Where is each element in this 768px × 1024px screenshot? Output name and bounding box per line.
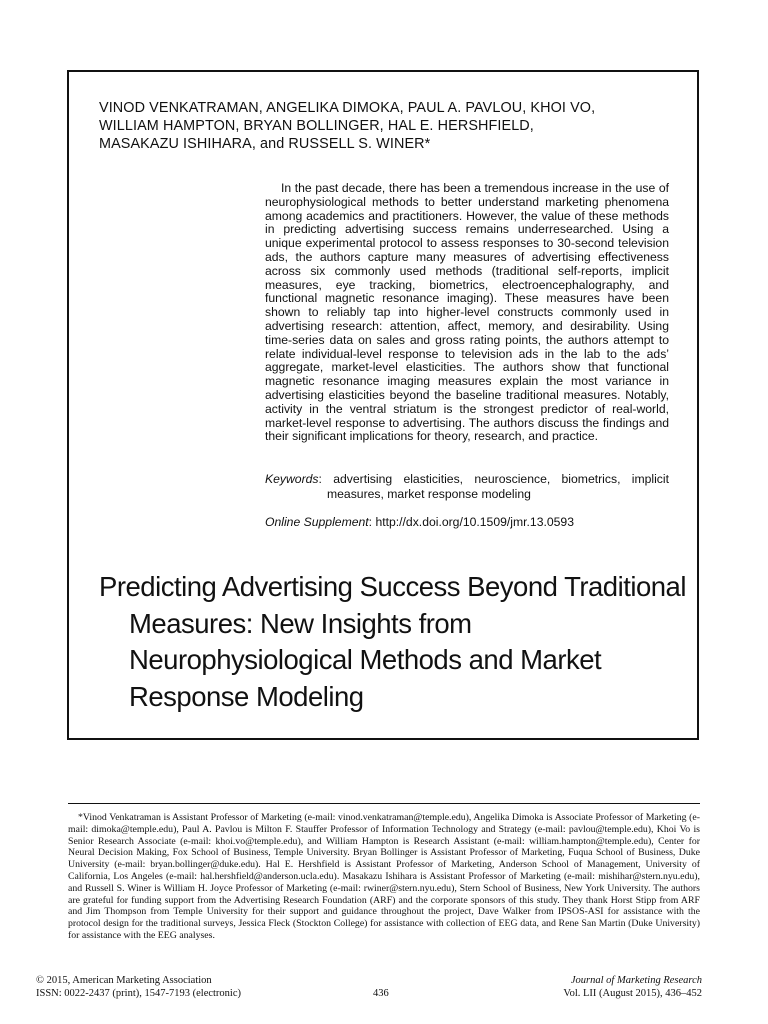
footer-right [563, 974, 702, 1000]
author-line: VINOD VENKATRAMAN, ANGELIKA DIMOKA, PAUL A. PAVLOU, KHOI VO, [99, 100, 596, 116]
copyright: © 2015, American Marketing Association [36, 975, 212, 986]
author-line: MASAKAZU ISHIHARA, and RUSSELL S. WINER* [99, 136, 431, 152]
supplement-link[interactable]: : http://dx.doi.org/10.1509/jmr.13.0593 [368, 515, 574, 529]
online-supplement [265, 515, 669, 529]
journal-name: Journal of Marketing Research [570, 975, 702, 986]
issn: ISSN: 0022-2437 (print), 1547-7193 (electronic) [36, 988, 242, 999]
keywords [265, 472, 669, 502]
author-list [99, 99, 679, 153]
volume-info: Vol. LII (August 2015), 436–452 [563, 988, 702, 999]
keywords-text: : advertising elasticities, neuroscience, biometrics, implicit measures, market response modeling [318, 472, 669, 501]
abstract: In the past decade, there has been a tremendous increase in the use of neurophysiological methods to better understand marketing phenomena among academics and practitioners. However, the value of these methods in predicting advertising success remains underresearched. Using a unique experimental protocol to assess responses to 30-second television ads, the authors capture many measures of advertising effectiveness across six commonly used methods (traditional self-reports, implicit measures, eye tracking, biometrics, electroencephalography, and functional magnetic resonance imaging). These measures have been shown to reliably tap into higher-level constructs commonly used in advertising research: attention, affect, memory, and desirability. Using time-series data on sales and gross rating points, the authors attempt to relate individual-level response to television ads in the lab to the ads’ aggregate, market-level elasticities. The authors show that functional magnetic resonance imaging measures explain the most variance in advertising elasticities beyond the baseline traditional measures. Notably, activity in the ventral striatum is the strongest predictor of real-world, market-level response to advertising. The authors discuss the findings and their significant implications for theory, research, and practice. [265, 181, 669, 444]
keywords-label: Keywords [265, 472, 319, 486]
author-line: WILLIAM HAMPTON, BRYAN BOLLINGER, HAL E. HERSHFIELD, [99, 118, 534, 134]
page-number: 436 [373, 988, 389, 999]
article-title: Predicting Advertising Success Beyond Traditional Measures: New Insights from Neurophysiological Methods and Market Response Modeling [99, 571, 686, 712]
title-block-frame [67, 70, 699, 740]
footer-left [36, 974, 241, 1000]
supplement-label: Online Supplement [265, 515, 369, 529]
author-footnote: *Vinod Venkatraman is Assistant Professor of Marketing (e-mail: vinod.venkatraman@temple.edu), Angelika Dimoka is Associate Professor of Marketing (e-mail: dimoka@temple.edu), Paul A. Pavlou is Milton F. Stauffer Professor of Information Technology and Strategy (e-mail: pavlou@temple.edu), Khoi Vo is Senior Research Associate (e-mail: khoi.vo@temple.edu), and William Hampton is Research Assistant (e-mail: william.hampton@temple.edu), Center for Neural Decision Making, Fox School of Business, Temple University. Bryan Bollinger is Assistant Professor of Marketing, Fuqua School of Business, Duke University (e-mail: bryan.bollinger@duke.edu). Hal E. Hershfield is Assistant Professor of Marketing, Anderson School of Management, University of California, Los Angeles (e-mail: hal.hershfield@anderson.ucla.edu). Masakazu Ishihara is Assistant Professor of Marketing (e-mail: mishihar@stern.nyu.edu), and Russell S. Winer is William H. Joyce Professor of Marketing (e-mail: rwiner@stern.nyu.edu), Stern School of Business, New York University. The authors are grateful for funding support from the Advertising Research Foundation (ARF) and the corporate sponsors of this study. They thank Horst Stipp from ARF and Jim Thompson from Temple University for their support and guidance throughout the project, Dave Walker from IPSOS-ASI for assistance with the protocol design for the traditional surveys, Jessica Fleck (Stockton College) for assistance with collection of EEG data, and Rene San Martin (Duke University) for assistance with the EEG analyses. [68, 812, 700, 941]
footnote-divider [68, 803, 700, 804]
